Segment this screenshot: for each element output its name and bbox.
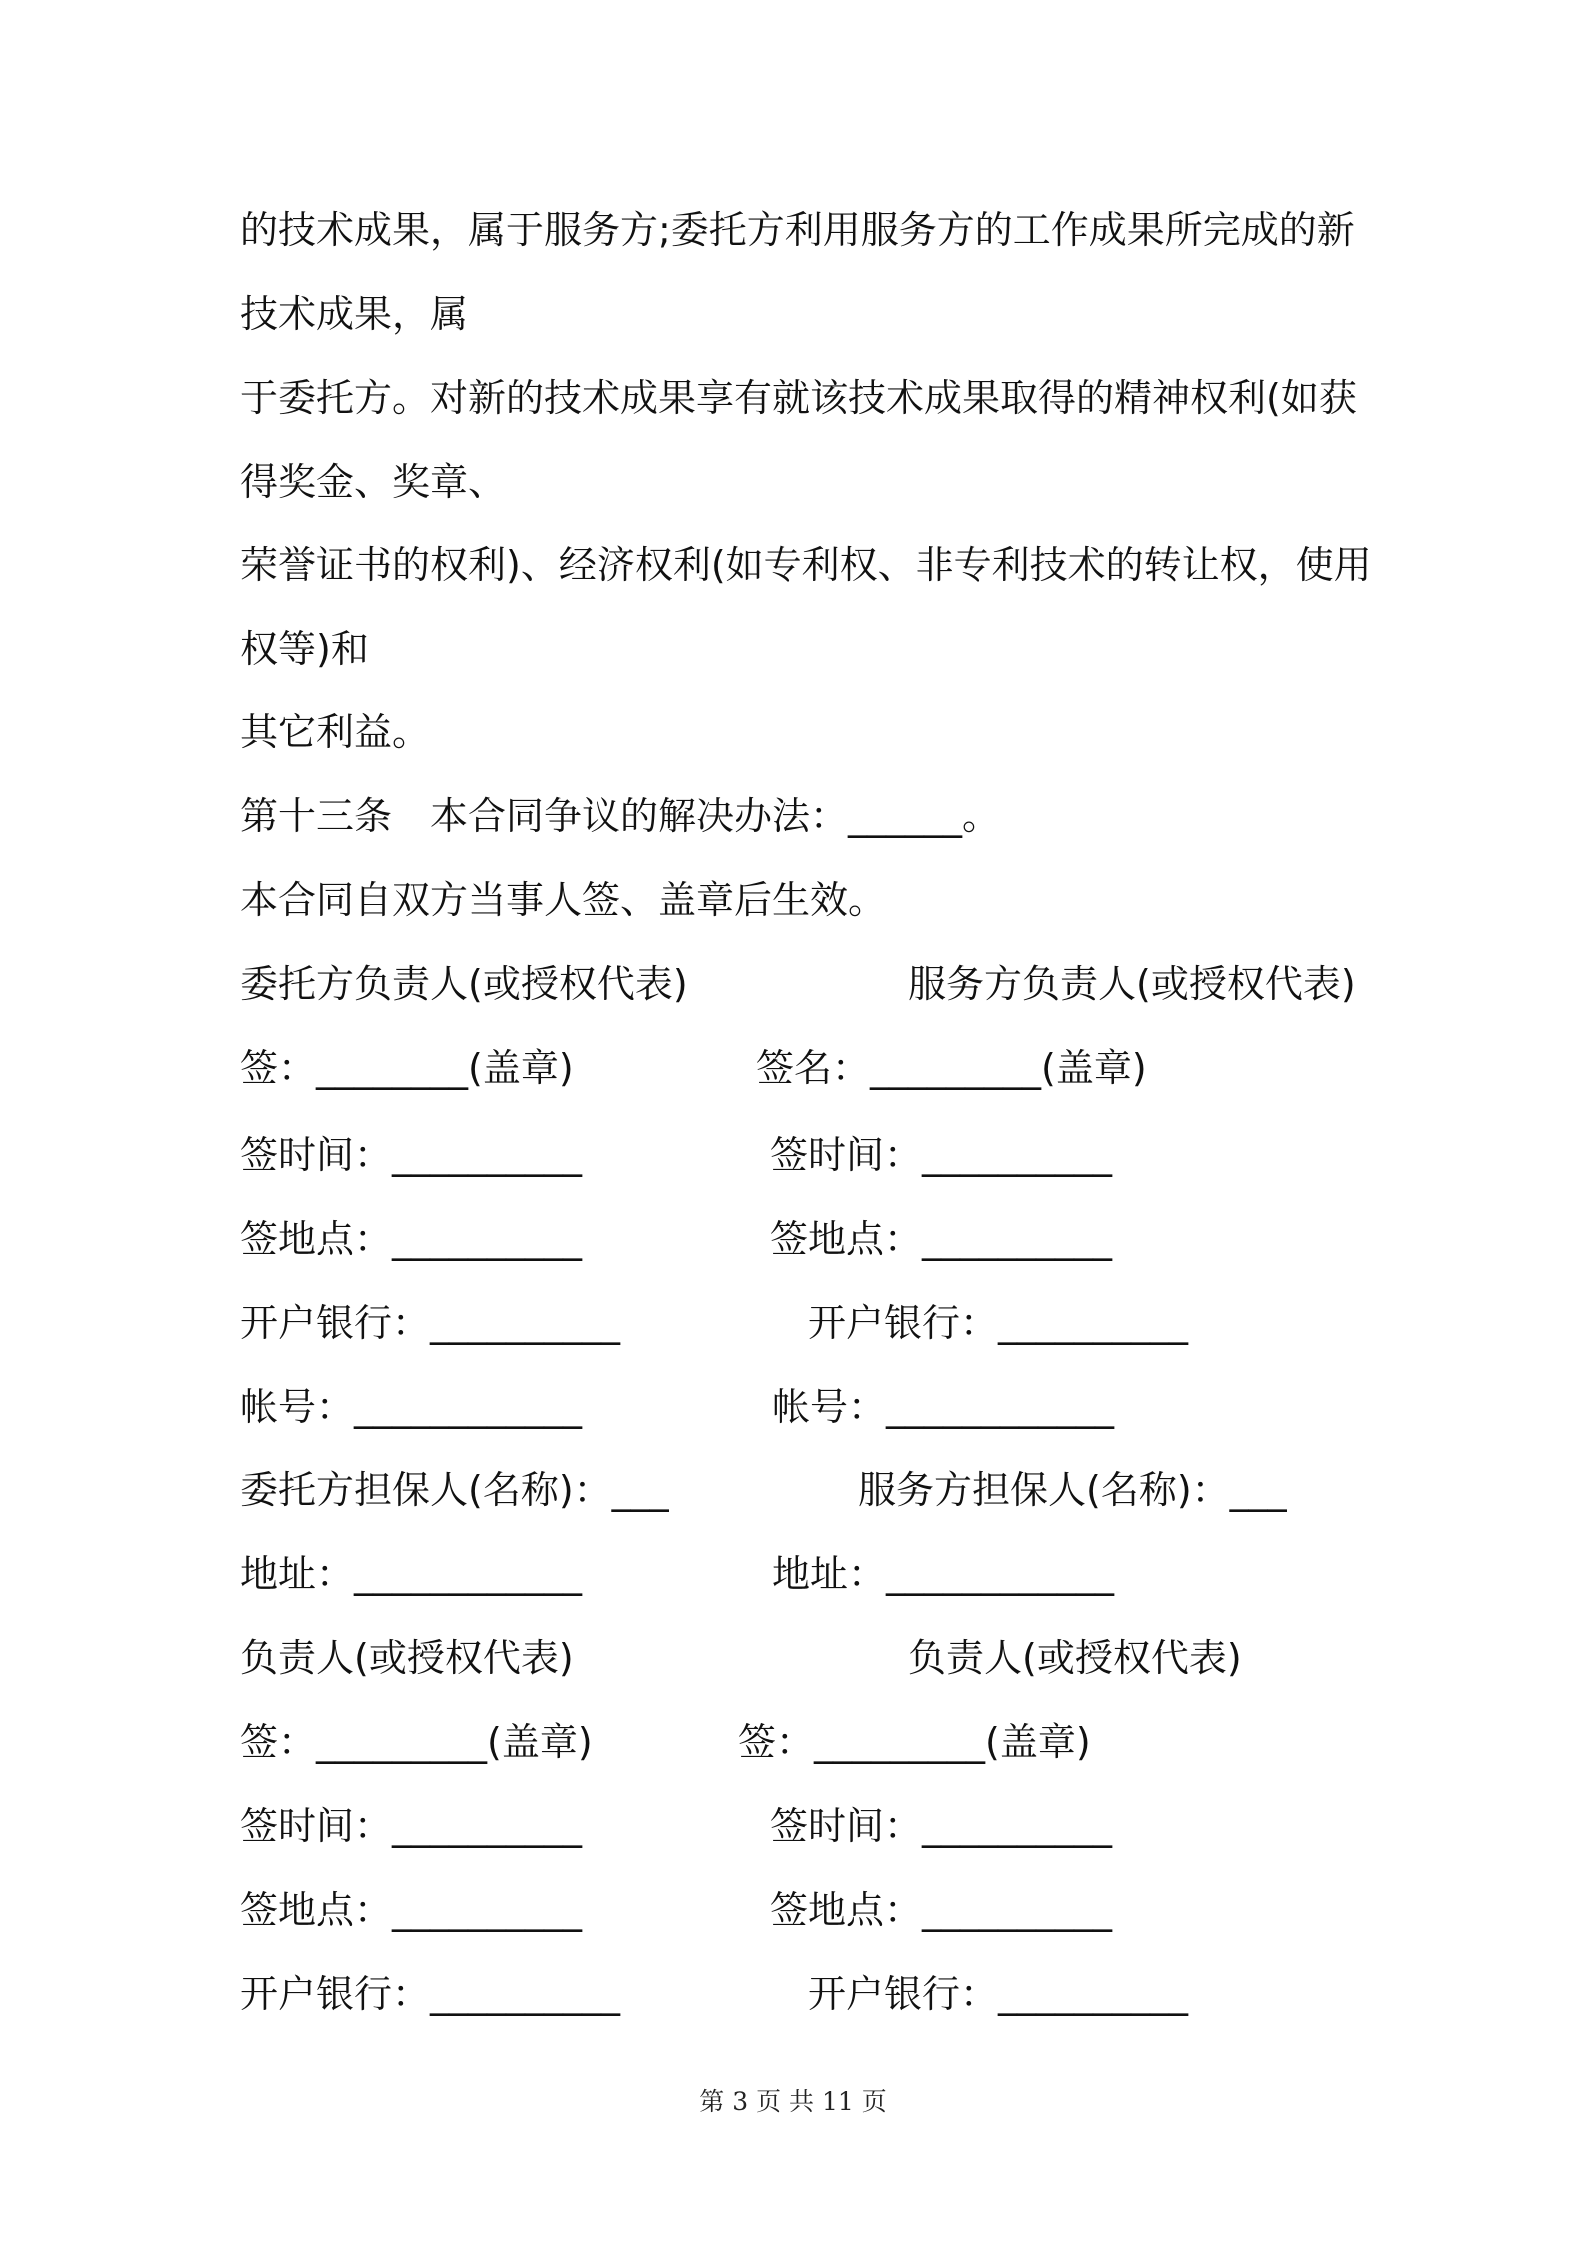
sig-left-signature: 签：________(盖章) <box>240 1046 574 1090</box>
sig-left-place: 签地点：__________ <box>240 1217 583 1261</box>
body-line-6: 权等)和 <box>240 627 369 671</box>
effective-clause-line: 本合同自双方当事人签、盖章后生效。 <box>240 878 887 922</box>
sig-left-guarantor-bank: 开户银行：__________ <box>240 1972 621 2016</box>
sig-right-principal-heading: 服务方负责人(或授权代表) <box>908 962 1356 1006</box>
sig-right-account: 帐号：____________ <box>772 1385 1115 1429</box>
sig-right-guarantor-time: 签时间：__________ <box>770 1804 1113 1848</box>
sig-left-bank: 开户银行：__________ <box>240 1301 621 1345</box>
sig-left-address: 地址：____________ <box>240 1552 583 1596</box>
body-line-7: 其它利益。 <box>240 710 431 754</box>
body-line-5: 荣誉证书的权利)、经济权利(如专利权、非专利技术的转让权，使用 <box>240 543 1372 587</box>
sig-left-guarantor-time: 签时间：__________ <box>240 1804 583 1848</box>
article-13-line: 第十三条 本合同争议的解决办法：______。 <box>240 794 1001 838</box>
body-line-4: 得奖金、奖章、 <box>240 460 507 504</box>
sig-left-time: 签时间：__________ <box>240 1133 583 1177</box>
page-number-footer: 第 3 页 共 11 页 <box>699 2087 887 2116</box>
sig-left-guarantor: 委托方担保人(名称)：___ <box>240 1468 669 1512</box>
sig-right-guarantor-principal: 负责人(或授权代表) <box>908 1636 1242 1680</box>
sig-right-signature: 签名：_________(盖章) <box>756 1046 1147 1090</box>
sig-right-guarantor-signature: 签：_________(盖章) <box>738 1720 1091 1764</box>
sig-left-guarantor-place: 签地点：__________ <box>240 1888 583 1932</box>
sig-left-account: 帐号：____________ <box>240 1385 583 1429</box>
sig-right-bank: 开户银行：__________ <box>808 1301 1189 1345</box>
sig-right-address: 地址：____________ <box>772 1552 1115 1596</box>
sig-right-time: 签时间：__________ <box>770 1133 1113 1177</box>
body-line-3: 于委托方。对新的技术成果享有就该技术成果取得的精神权利(如获 <box>240 376 1357 420</box>
sig-left-principal-heading: 委托方负责人(或授权代表) <box>240 962 688 1006</box>
sig-left-guarantor-signature: 签：_________(盖章) <box>240 1720 593 1764</box>
sig-right-place: 签地点：__________ <box>770 1217 1113 1261</box>
sig-left-guarantor-principal: 负责人(或授权代表) <box>240 1636 574 1680</box>
body-line-1: 的技术成果，属于服务方;委托方利用服务方的工作成果所完成的新 <box>240 208 1355 252</box>
sig-right-guarantor-bank: 开户银行：__________ <box>808 1972 1189 2016</box>
sig-right-guarantor-place: 签地点：__________ <box>770 1888 1113 1932</box>
body-line-2: 技术成果，属 <box>240 292 469 336</box>
sig-right-guarantor: 服务方担保人(名称)：___ <box>858 1468 1287 1512</box>
